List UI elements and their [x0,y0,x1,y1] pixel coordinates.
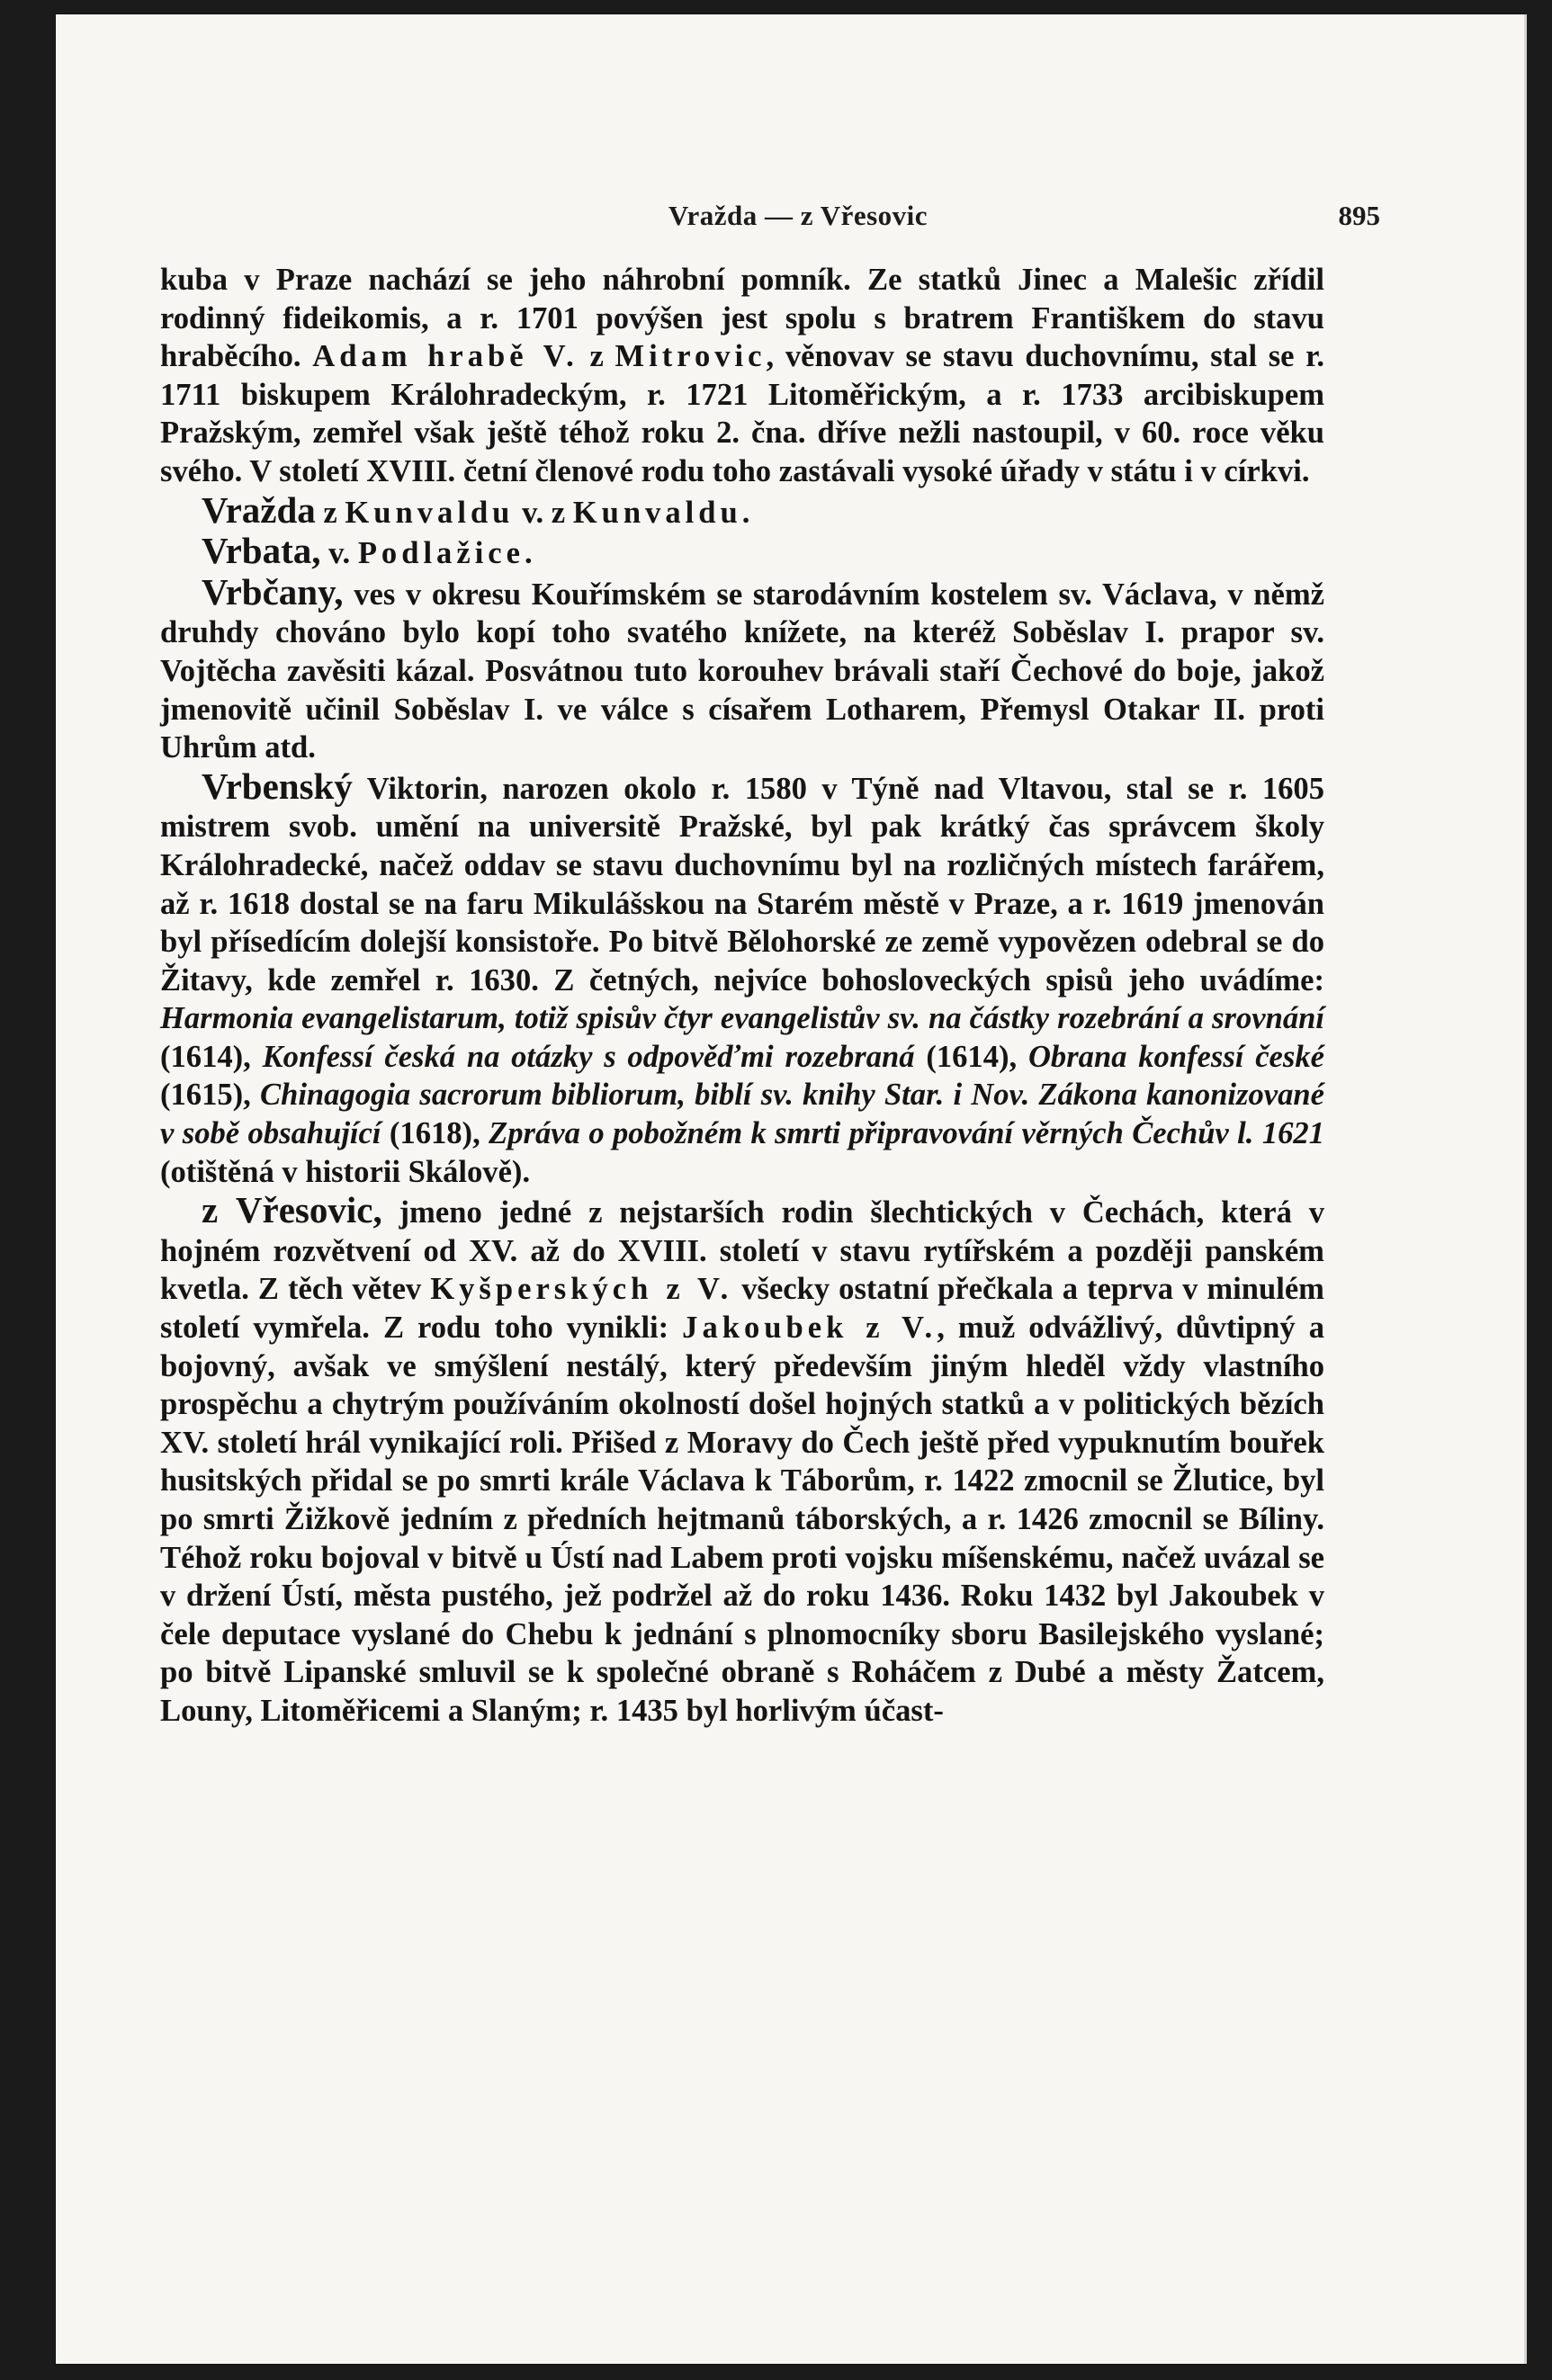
text-run: z [315,495,345,530]
text-run: (otištěná v historii Skálově). [160,1154,531,1189]
text-run: všecky ostatní přečkala a teprva v minulém století vymřela. Z rodu toho vynikli: [160,1272,1324,1346]
page-number: 895 [1338,200,1380,231]
spaced-name: Mitrovic [615,339,767,374]
work-title: Harmonia evangelistarum, totiž spisův čtyr evangelistův sv. na částky rozebrání a srovnání [160,1001,1324,1036]
text-run: , věnovav se stavu duchovnímu, stal se r. 1711 biskupem Králohradeckým, r. 1721 Litoměřickým, a r. 1733 arcibiskupem Pražským, zemřel však ještě téhož roku 2. čna. dříve nežli nastoupil, v 60. roce věku svého. V století XVIII. četní členové rodu toho zastávali vysoké úřady v státu i v církvi. [160,339,1325,488]
text-run: Viktorin, narozen okolo r. 1580 v Týně nad Vltavou, stal se r. 1605 mistrem svob. umění na universitě Pražské, byl pak krátký čas správcem školy Králohradecké, načež oddav se stavu duchovnímu byl na rozličných místech farářem, až r. 1618 dostal se na faru Mikulášskou na Starém městě v Praze, a r. 1619 jmenován byl přísedícím dolejší konsistoře. Po bitvě Bělohorské ze země vypovězen odebral se do Žitavy, kde zemřel r. 1630. Z četných, nejvíce bohosloveckých spisů jeho uvádíme: [160,771,1324,998]
entry-vrbcany [160,570,1324,767]
text-run: (1614), [160,1039,263,1074]
page-body [160,261,1324,1731]
text-run: z [578,339,615,374]
spaced-name: Adam hrabě V. [312,339,579,374]
text-run: , muž odvážlivý, důvtipný a bojovný, avšak ve smýšlení nestálý, který především jiným hleděl vždy vlastního prospěchu a chytrým používáním okolností došel hojných statků a v politických bězích XV. století hrál vynikající roli. Přišed z Moravy do Čech ještě před vypuknutím bouřek husitských přidal se po smrti krále Václava k Táborům, r. 1422 zmocnil se Žlutice, byl po smrti Žižkově jedním z předních hejtmanů táborských, a r. 1426 zmocnil se Bíliny. Téhož roku bojoval v bitvě u Ústí nad Labem proti vojsku míšenskému, načež uvázal se v držení Ústí, města pustého, jež podržel až do roku 1436. Roku 1432 byl Jakoubek v čele deputace vyslané do Chebu k jednání s plnomocníky sboru Basilejského vyslané; po bitvě Lipanské smluvil se k společné obraně s Roháčem z Dubé a městy Žatcem, Louny, Litoměřicemi a Slaným; r. 1435 byl horlivým účast- [160,1311,1324,1728]
entry-vrbata [160,532,1324,573]
running-header [216,200,1380,254]
work-title: Zpráva o pobožném k smrti připravování věrných Čechův l. 1621 [489,1116,1324,1151]
text-run: ves v okresu Kouřímském se starodávním kostelem sv. Václava, v němž druhdy chováno bylo kopí toho svatého knížete, na kteréž Soběslav I. prapor sv. Vojtěcha zavěsiti kázal. Posvátnou tuto korouhev brávali staří Čechové do boje, jakož jmenovitě učinil Soběslav I. ve válce s císařem Lotharem, Přemysl Otakar II. proti Uhrům atd. [160,577,1324,765]
entry-headword: Vražda [202,488,316,531]
work-title: Konfessí česká na otázky s odpověďmi rozebraná [262,1039,915,1074]
paragraph-continuation [160,261,1324,491]
text-run: (1614), [914,1039,1028,1074]
running-title: Vražda — z Vřesovic [668,200,929,231]
work-title: Obrana konfessí české [1027,1039,1324,1074]
text-run: (1618), [381,1116,489,1151]
spaced-name: Kyšperských z V. [430,1272,733,1307]
entry-vrbensky [160,767,1324,1192]
text-run: jmeno jedné z nejstarších rodin šlechtických v Čechách, která v hojném rozvětvení od XV. až do XVIII. století v stavu rytířském a později panském kvetla. Z těch větev [160,1195,1324,1307]
entry-headword: Vrbata, [202,530,321,572]
text-run: . [525,536,533,571]
entry-z-vresovic [160,1191,1324,1730]
entry-headword: z Vřesovic, [202,1189,382,1231]
entry-vrazda [160,488,1324,532]
text-run: v. z [514,495,573,530]
text-run: . [741,495,750,530]
work-title: Chinagogia sacrorum bibliorum, biblí sv. knihy Star. i Nov. Zákona kanonizované v sobě obsahující [160,1078,1324,1151]
text-run: v. [320,536,358,571]
entry-headword: Vrbčany, [202,570,344,613]
spaced-name: Podlažice [357,536,525,571]
spaced-name: Kunvaldu [572,495,742,530]
text-run: kuba v Praze nachází se jeho náhrobní pomník. Ze statků Jinec a Malešic zřídil rodinný fideikomis, a r. 1701 povýšen jest spolu s bratrem Františkem do stavu hraběcího. [160,263,1324,374]
spaced-name: Jakoubek z V. [682,1311,937,1346]
entry-headword: Vrbenský [202,765,353,807]
text-run: (1615), [160,1078,261,1113]
spaced-name: Kunvaldu [345,495,515,530]
